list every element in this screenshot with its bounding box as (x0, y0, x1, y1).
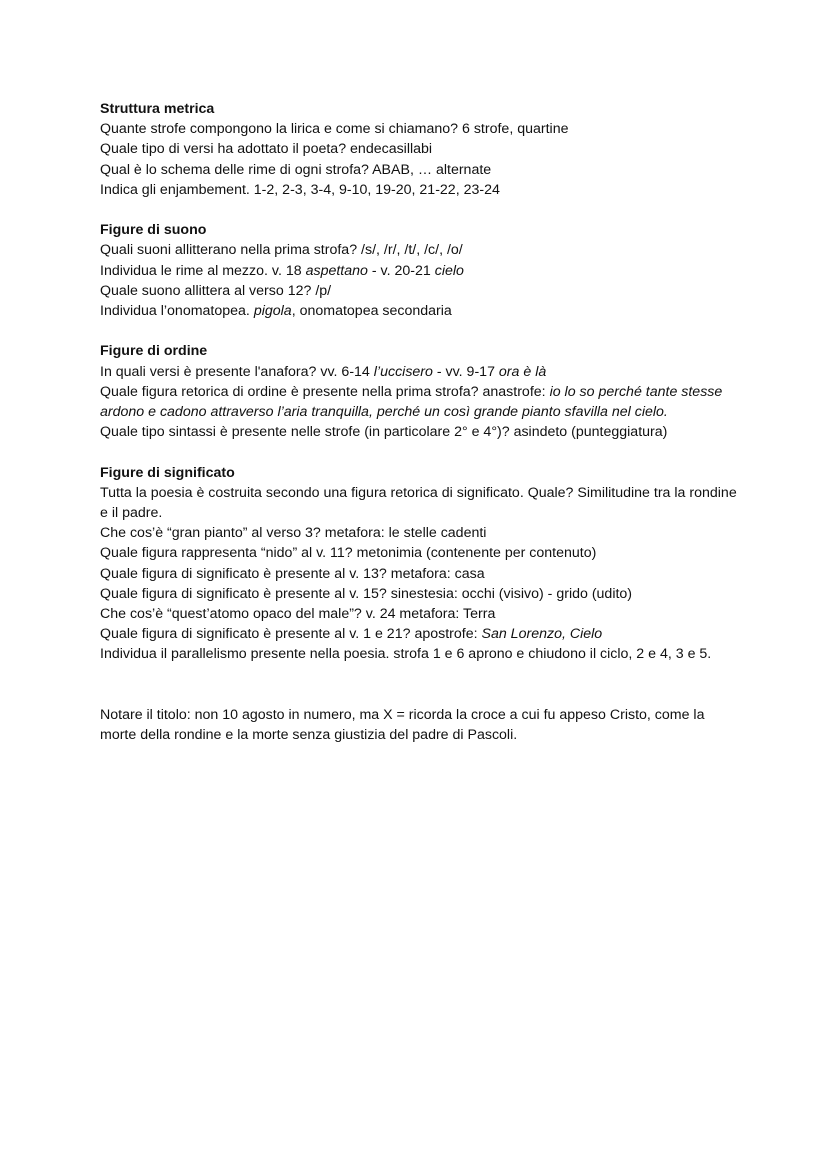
answer-text: anastrofe: (482, 383, 546, 400)
question-text: Quale figura di significato è presente al v. 1 e 21? (100, 626, 411, 643)
answer-text: metafora: casa (390, 565, 485, 582)
answer-text: vv. 6-14 (320, 363, 370, 380)
answer-text: apostrofe: (414, 626, 478, 643)
question-text: Quante strofe compongono la lirica e come si chiamano? (100, 121, 459, 138)
answer-italic: ora è là (498, 363, 547, 380)
qa-line (100, 301, 740, 321)
section-figure-di-significato (100, 463, 740, 665)
answer-text: metonimia (contenente per contenuto) (356, 545, 597, 562)
blank-line (100, 685, 740, 705)
question-text: Quale figura retorica di ordine è presente nella prima strofa? (100, 383, 479, 400)
qa-line (100, 422, 740, 442)
question-text: Quale figura rappresenta “nido” al v. 11? (100, 545, 353, 562)
answer-text: /s/, /r/, /t/, /c/, /o/ (361, 242, 463, 259)
qa-line (100, 543, 740, 563)
question-text: In quali versi è presente l'anafora? (100, 363, 317, 380)
answer-text: , onomatopea secondaria (291, 303, 452, 320)
section-heading: Struttura metrica (100, 101, 215, 117)
question-text: Tutta la poesia è costruita secondo una figura retorica di significato. Quale? (100, 484, 574, 501)
question-text: Individua le rime al mezzo. (100, 262, 268, 279)
qa-line (100, 483, 740, 523)
answer-text: /p/ (315, 282, 332, 299)
qa-line (100, 604, 740, 624)
answer-text: Similitudine tra la rondine e il padre. (100, 484, 737, 522)
question-text: Quale figura di significato è presente al v. 15? (100, 585, 387, 602)
question-text: Che cos’è “gran pianto” al verso 3? (100, 525, 321, 542)
qa-line (100, 261, 740, 281)
section-heading: Figure di significato (100, 464, 235, 481)
qa-line (100, 564, 740, 584)
answer-italic: pigola (253, 303, 292, 320)
qa-line (100, 584, 740, 604)
answer-text: v. 18 (271, 262, 302, 279)
qa-line (100, 624, 740, 644)
question-text: Quale figura di significato è presente al v. 13? (100, 565, 387, 582)
answer-text: - vv. 9-17 (436, 363, 495, 380)
question-text: Individua l’onomatopea. (100, 303, 250, 320)
qa-line (100, 139, 740, 159)
answer-text: ABAB, … alternate (372, 161, 492, 178)
question-text: Quale tipo di versi ha adottato il poeta? (100, 141, 347, 158)
section-struttura-metrica (100, 99, 740, 200)
answer-text: metafora: le stelle cadenti (324, 525, 487, 542)
answer-text: 1-2, 2-3, 3-4, 9-10, 19-20, 21-22, 23-24 (253, 181, 500, 198)
section-heading: Figure di ordine (100, 343, 208, 360)
qa-line (100, 160, 740, 180)
section-figure-di-suono (100, 220, 740, 321)
answer-text: endecasillabi (350, 141, 433, 158)
question-text: Che cos’è “quest’atomo opaco del male”? (100, 606, 362, 623)
question-text: Individua il parallelismo presente nella poesia. (100, 646, 390, 663)
question-text: Quale suono allittera al verso 12? (100, 282, 312, 299)
question-text: Indica gli enjambement. (100, 181, 250, 198)
answer-text: strofa 1 e 6 aprono e chiudono il ciclo, 2 e 4, 3 e 5. (393, 646, 712, 663)
qa-line (100, 382, 740, 422)
answer-italic: aspettano (305, 262, 368, 279)
answer-text: - v. 20-21 (371, 262, 431, 279)
section-heading: Figure di suono (100, 222, 207, 239)
question-text: Quale tipo sintassi è presente nelle strofe (in particolare 2° e 4°)? (100, 424, 510, 441)
answer-text: sinestesia: occhi (visivo) - grido (udito) (390, 585, 633, 602)
qa-line (100, 119, 740, 139)
qa-line (100, 180, 740, 200)
answer-text: v. 24 metafora: Terra (365, 606, 496, 623)
question-text: Qual è lo schema delle rime di ogni strofa? (100, 161, 369, 178)
answer-text: asindeto (punteggiatura) (513, 424, 668, 441)
answer-text: 6 strofe, quartine (462, 121, 569, 138)
qa-line (100, 362, 740, 382)
section-figure-di-ordine (100, 341, 740, 442)
question-text: Quali suoni allitterano nella prima strofa? (100, 242, 358, 259)
closing-note: Notare il titolo: non 10 agosto in numero, ma X = ricorda la croce a cui fu appeso Cristo, come la morte della rondine e la morte senza giustizia del padre di Pascoli. (100, 707, 705, 744)
qa-line (100, 523, 740, 543)
document-page (100, 99, 740, 745)
qa-line (100, 281, 740, 301)
answer-italic: cielo (434, 262, 464, 279)
qa-line (100, 240, 740, 260)
qa-line (100, 644, 740, 664)
answer-italic: San Lorenzo, Cielo (481, 626, 603, 643)
answer-italic: l’uccisero (373, 363, 433, 380)
answer-italic: io lo so perché tante stesse ardono e cadono attraverso l’aria tranquilla, perché un così grande pianto sfavilla nel cielo. (100, 383, 723, 421)
